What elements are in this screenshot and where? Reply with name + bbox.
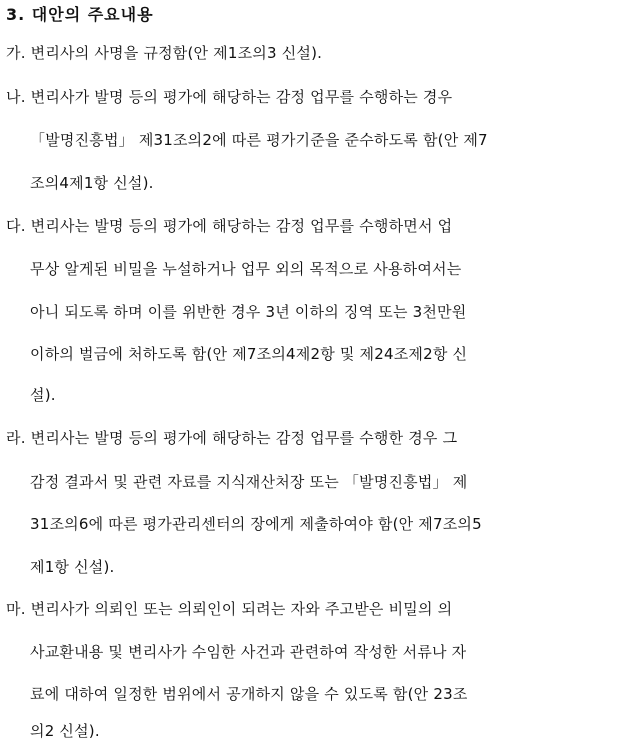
item-da-line-5: 설). (30, 386, 56, 404)
item-ra-line-1: 라. 변리사는 발명 등의 평가에 해당하는 감정 업무를 수행한 경우 그 (6, 429, 458, 447)
item-na-line-1: 나. 변리사가 발명 등의 평가에 해당하는 감정 업무를 수행하는 경우 (6, 88, 453, 106)
section-heading: 3. 대안의 주요내용 (6, 5, 154, 24)
item-ga-line-1: 가. 변리사의 사명을 규정함(안 제1조의3 신설). (6, 44, 323, 62)
item-ra-line-2: 감정 결과서 및 관련 자료를 지식재산처장 또는 「발명진흥법」 제 (30, 473, 468, 491)
item-na-line-2: 「발명진흥법」 제31조의2에 따른 평가기준을 준수하도록 함(안 제7 (30, 131, 488, 149)
item-da-line-4: 이하의 벌금에 처하도록 함(안 제7조의4제2항 및 제24조제2항 신 (30, 345, 468, 363)
item-na-line-3: 조의4제1항 신설). (30, 174, 154, 192)
item-da-line-2: 무상 알게된 비밀을 누설하거나 업무 외의 목적으로 사용하여서는 (30, 260, 462, 278)
item-ma-line-1: 마. 변리사가 의뢰인 또는 의뢰인이 되려는 자와 주고받은 비밀의 의 (6, 600, 453, 618)
item-da-line-1: 다. 변리사는 발명 등의 평가에 해당하는 감정 업무를 수행하면서 업 (6, 217, 453, 235)
item-ra-line-3: 31조의6에 따른 평가관리센터의 장에게 제출하여야 함(안 제7조의5 (30, 515, 482, 533)
item-ma-line-3: 료에 대하여 일정한 범위에서 공개하지 않을 수 있도록 함(안 23조 (30, 685, 468, 703)
item-ma-line-4: 의2 신설). (30, 722, 100, 740)
item-ra-line-4: 제1항 신설). (30, 558, 115, 576)
item-ma-line-2: 사교환내용 및 변리사가 수임한 사건과 관련하여 작성한 서류나 자 (30, 643, 467, 661)
item-da-line-3: 아니 되도록 하며 이를 위반한 경우 3년 이하의 징역 또는 3천만원 (30, 303, 467, 321)
